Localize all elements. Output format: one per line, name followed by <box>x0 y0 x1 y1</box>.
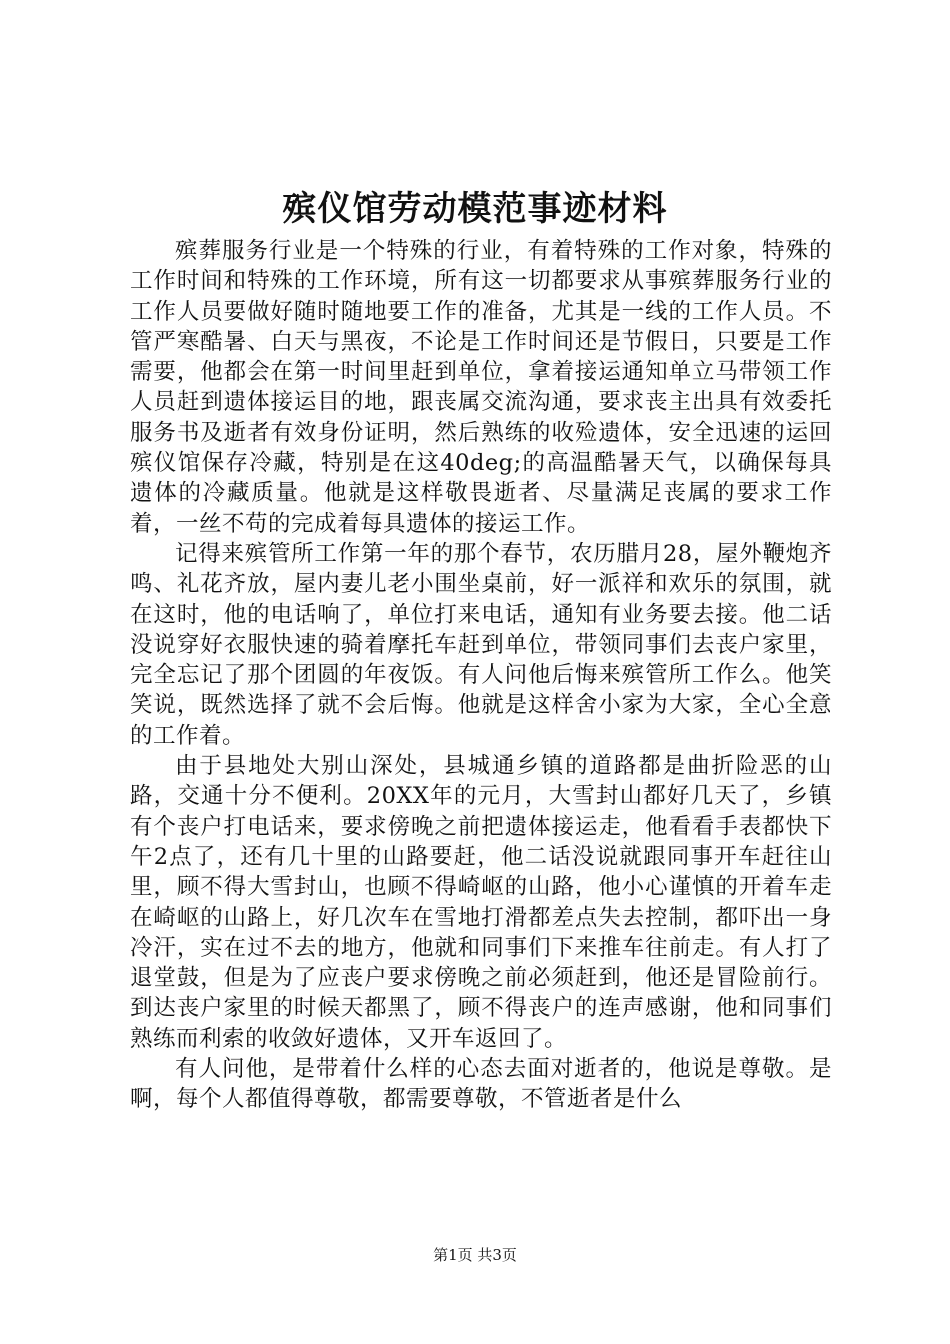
paragraph: 记得来殡管所工作第一年的那个春节，农历腊月28，屋外鞭炮齐鸣、礼花齐放，屋内妻儿老小围坐桌前，好一派祥和欢乐的氛围，就在这时，他的电话响了，单位打来电话，通知有业务要去接。他二话没说穿好衣服快速的骑着摩托车赶到单位，带领同事们去丧户家里，完全忘记了那个团圆的年夜饭。有人问他后悔来殡管所工作么。他笑笑说，既然选择了就不会后悔。他就是这样舍小家为大家，全心全意的工作着。 <box>130 540 832 749</box>
paragraph: 殡葬服务行业是一个特殊的行业，有着特殊的工作对象，特殊的工作时间和特殊的工作环境，所有这一切都要求从事殡葬服务行业的工作人员要做好随时随地要工作的准备，尤其是一线的工作人员。不管严寒酷暑、白天与黑夜，不论是工作时间还是节假日，只要是工作需要，他都会在第一时间里赶到单位，拿着接运通知单立马带领工作人员赶到遗体接运目的地，跟丧属交流沟通，要求丧主出具有效委托服务书及逝者有效身份证明，然后熟练的收殓遗体，安全迅速的运回殡仪馆保存冷藏，特别是在这40deg;的高温酷暑天气，以确保每具遗体的冷藏质量。他就是这样敬畏逝者、尽量满足丧属的要求工作着，一丝不苟的完成着每具遗体的接运工作。 <box>130 238 832 537</box>
paragraph: 由于县地处大别山深处，县城通乡镇的道路都是曲折险恶的山路，交通十分不便利。20XX年的元月，大雪封山都好几天了，乡镇有个丧户打电话来，要求傍晚之前把遗体接运走，他看看手表都快下午2点了，还有几十里的山路要赶，他二话没说就跟同事开车赶往山里，顾不得大雪封山，也顾不得崎岖的山路，他小心谨慎的开着车走在崎岖的山路上，好几次车在雪地打滑都差点失去控制，都吓出一身冷汗，实在过不去的地方，他就和同事们下来推车往前走。有人打了退堂鼓，但是为了应丧户要求傍晚之前必须赶到，他还是冒险前行。到达丧户家里的时候天都黑了，顾不得丧户的连声感谢，他和同事们熟练而利索的收敛好遗体，又开车返回了。 <box>130 753 832 1052</box>
document-title: 殡仪馆劳动模范事迹材料 <box>282 189 668 229</box>
page-footer: 第1页 共3页 <box>433 1246 517 1264</box>
paragraph: 有人问他，是带着什么样的心态去面对逝者的，他说是尊敬。是啊，每个人都值得尊敬，都需要尊敬，不管逝者是什么 <box>130 1056 832 1113</box>
document-body <box>130 236 832 1115</box>
